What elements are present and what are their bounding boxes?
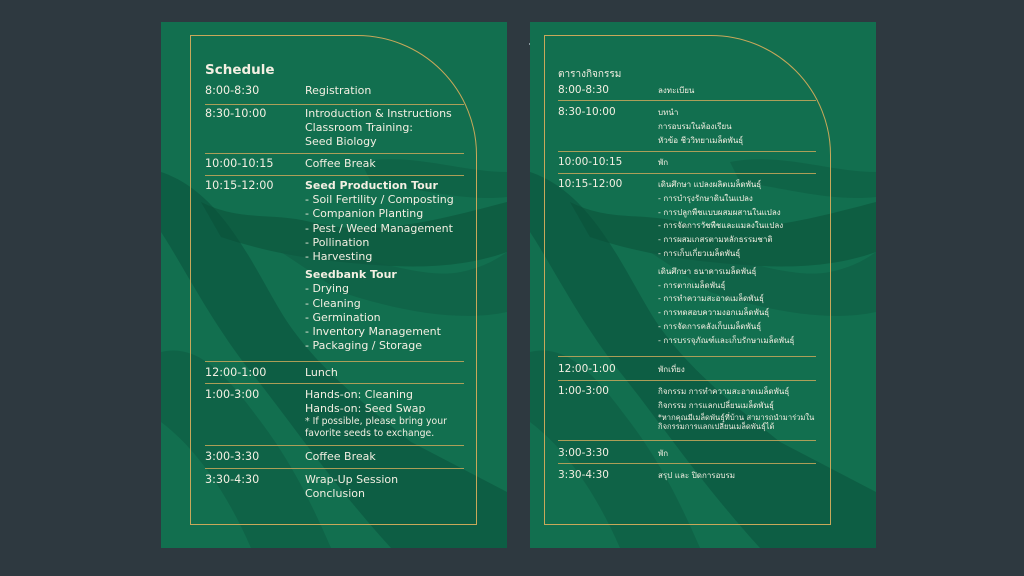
- row-divider: [558, 380, 816, 381]
- activity-line: พัก: [658, 158, 669, 167]
- schedule-card-thai: [530, 22, 876, 548]
- row-divider: [558, 356, 816, 357]
- activity: [658, 469, 735, 483]
- activity-line: Conclusion: [305, 487, 365, 501]
- activity-line: Seed Biology: [305, 135, 377, 149]
- time-label: 12:00-1:00: [558, 363, 616, 375]
- activity-line: - Drying: [305, 282, 349, 296]
- activity-line: การอบรมในห้องเรียน: [658, 121, 732, 131]
- activity-line: - Germination: [305, 310, 381, 324]
- activity-line: กิจกรรม การทำความสะอาดเมล็ดพันธุ์: [658, 387, 790, 396]
- row-divider: [205, 104, 464, 105]
- row-divider: [558, 151, 816, 152]
- activity: [658, 156, 668, 170]
- activity: [658, 447, 668, 461]
- activity: [305, 450, 376, 464]
- activity-line: Introduction & Instructions: [305, 107, 452, 120]
- activity-line: Coffee Break: [305, 157, 376, 170]
- activity-note: * If possible, please bring your: [305, 416, 447, 428]
- tour-title: Seed Production Tour: [305, 179, 438, 192]
- tour-title: เดินศึกษา แปลงผลิตเมล็ดพันธุ์: [658, 180, 762, 189]
- row-divider: [205, 445, 464, 446]
- activity-line: หัวข้อ ชีววิทยาเมล็ดพันธุ์: [658, 135, 744, 145]
- time-label: 8:00-8:30: [558, 84, 609, 96]
- row-divider: [205, 361, 464, 362]
- time-label: 3:00-3:30: [205, 450, 260, 463]
- activity-line: - การปลูกพืชแบบผสมผสานในแปลง: [658, 207, 781, 217]
- activity-line: - Harvesting: [305, 250, 373, 264]
- time-label: 3:30-4:30: [558, 469, 609, 481]
- activity-line: พักเที่ยง: [658, 365, 685, 374]
- row-divider: [205, 468, 464, 469]
- activity-line: - การเก็บเกี่ยวเมล็ดพันธุ์: [658, 248, 741, 258]
- activity-note: กิจกรรมการแลกเปลี่ยนเมล็ดพันธุ์ได้: [658, 422, 775, 432]
- activity: [305, 157, 376, 171]
- activity: [658, 385, 814, 432]
- activity-line: - การทดสอบความงอกเมล็ดพันธุ์: [658, 308, 770, 318]
- activity-line: สรุป และ ปิดการอบรม: [658, 471, 736, 480]
- activity-line: Lunch: [305, 366, 338, 379]
- activity: [305, 388, 447, 440]
- schedule-card-english: [161, 22, 507, 548]
- row-divider: [205, 153, 464, 154]
- time-label: 10:00-10:15: [205, 157, 274, 170]
- time-label: 10:00-10:15: [558, 156, 623, 168]
- activity-line: - Pest / Weed Management: [305, 221, 453, 235]
- schedule-heading: Schedule: [205, 62, 275, 78]
- tour-title: Seedbank Tour: [305, 268, 397, 282]
- activity-line: Wrap-Up Session: [305, 473, 399, 486]
- schedule-heading: ตารางกิจกรรม: [558, 69, 622, 80]
- time-label: 1:00-3:00: [558, 385, 609, 397]
- activity-line: - การจัดการคลังเก็บเมล็ดพันธุ์: [658, 321, 762, 331]
- activity-line: Coffee Break: [305, 450, 376, 463]
- time-label: 8:30-10:00: [205, 107, 267, 120]
- tour-title: เดินศึกษา ธนาคารเมล็ดพันธุ์: [658, 266, 757, 276]
- activity-line: - การจัดการวัชพืชและแมลงในแปลง: [658, 221, 784, 231]
- activity-line: Classroom Training:: [305, 121, 414, 135]
- activity-line: Hands-on: Cleaning: [305, 388, 414, 401]
- activity: [305, 473, 398, 501]
- activity-line: พัก: [658, 449, 669, 458]
- row-divider: [558, 173, 816, 174]
- row-divider: [205, 175, 464, 176]
- activity: [305, 366, 338, 380]
- activity-line: - การบรรจุภัณฑ์และเก็บรักษาเมล็ดพันธุ์: [658, 335, 795, 345]
- activity-line: - Pollination: [305, 235, 370, 249]
- activity-line: - การบำรุงรักษาดินในแปลง: [658, 193, 753, 203]
- activity-line: บทนำ: [658, 108, 679, 117]
- activity-line: - การทำความสะอาดเมล็ดพันธุ์: [658, 294, 764, 304]
- time-label: 10:15-12:00: [205, 179, 274, 192]
- activity-line: - Packaging / Storage: [305, 339, 423, 353]
- time-label: 3:00-3:30: [558, 447, 609, 459]
- activity-line: - การผสมเกสรตามหลักธรรมชาติ: [658, 235, 773, 245]
- activity: [658, 178, 794, 348]
- activity-line: - การตากเมล็ดพันธุ์: [658, 280, 726, 290]
- activity-note: favorite seeds to exchange.: [305, 428, 435, 439]
- row-divider: [558, 100, 816, 101]
- activity-line: - Inventory Management: [305, 325, 441, 339]
- time-label: 12:00-1:00: [205, 366, 267, 379]
- row-divider: [558, 463, 816, 464]
- activity-line: กิจกรรม การแลกเปลี่ยนเมล็ดพันธุ์: [658, 400, 774, 410]
- time-label: 3:30-4:30: [205, 473, 260, 486]
- time-label: 8:30-10:00: [558, 106, 616, 118]
- activity-line: - Soil Fertility / Composting: [305, 193, 454, 207]
- activity: [305, 84, 371, 98]
- row-divider: [205, 383, 464, 384]
- activity-line: - Cleaning: [305, 296, 361, 310]
- activity: [658, 84, 694, 98]
- activity: [305, 107, 452, 150]
- activity: [305, 179, 454, 353]
- activity-note: *หากคุณมีเมล็ดพันธุ์ที่บ้าน สามารถนำมาร่วมใน: [658, 412, 815, 422]
- time-label: 10:15-12:00: [558, 178, 623, 190]
- activity-line: Registration: [305, 84, 372, 97]
- time-label: 1:00-3:00: [205, 388, 260, 401]
- activity: [658, 106, 743, 147]
- activity: [658, 363, 685, 377]
- activity-line: - Companion Planting: [305, 207, 424, 221]
- activity-line: ลงทะเบียน: [658, 86, 695, 95]
- row-divider: [558, 440, 816, 441]
- time-label: 8:00-8:30: [205, 84, 260, 97]
- activity-line: Hands-on: Seed Swap: [305, 402, 426, 416]
